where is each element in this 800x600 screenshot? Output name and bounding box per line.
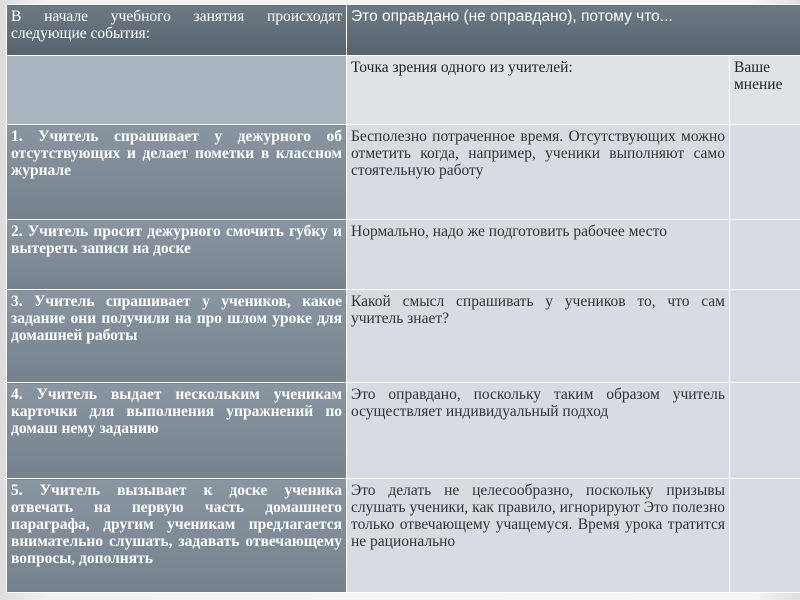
event-cell: 5. Учитель вызывает к доске ученика отвечать на первую часть домашнего параграфа, другим ученикам предлагается внимательно слушать, задавать отвечающему вопросы, дополнять — [7, 479, 347, 593]
subheader-empty-cell — [7, 56, 347, 125]
teacher-opinion-cell: Бесполезно потраченное время. Отсутствующих можно отметить когда, например, ученики выполняют само стоятельную работу — [347, 125, 730, 220]
table-row — [7, 220, 800, 290]
table-row — [7, 125, 800, 220]
table-row — [7, 290, 800, 383]
lesson-events-table — [6, 4, 800, 593]
teacher-view-header: Точка зрения одного из учителей: — [347, 56, 730, 125]
events-column-header: В начале учебного занятия происходят следующие события: — [7, 5, 347, 56]
table-subheader-row — [7, 56, 800, 125]
own-opinion-cell[interactable] — [730, 479, 800, 593]
table-row — [7, 383, 800, 479]
event-cell: 2. Учитель просит дежурного смочить губку и вытереть записи на доске — [7, 220, 347, 290]
justification-column-header: Это оправдано (не оправдано), потому что... — [347, 5, 800, 56]
own-opinion-cell[interactable] — [730, 125, 800, 220]
event-cell: 1. Учитель спрашивает у дежурного об отсутствующих и делает пометки в классном журнале — [7, 125, 347, 220]
own-opinion-cell[interactable] — [730, 290, 800, 383]
teacher-opinion-cell: Это оправдано, поскольку таким образом учитель осуществляет индивидуальный подход — [347, 383, 730, 479]
own-opinion-cell[interactable] — [730, 220, 800, 290]
event-cell: 3. Учитель спрашивает у учеников, какое задание они получили на про шлом уроке для домашней работы — [7, 290, 347, 383]
own-opinion-cell[interactable] — [730, 383, 800, 479]
table-row — [7, 479, 800, 593]
event-cell: 4. Учитель выдает нескольким ученикам карточки для выполнения упражнений по домаш нему заданию — [7, 383, 347, 479]
teacher-opinion-cell: Нормально, надо же подготовить рабочее место — [347, 220, 730, 290]
teacher-opinion-cell: Какой смысл спрашивать у учеников то, что сам учитель знает? — [347, 290, 730, 383]
own-opinion-header: Ваше мнение — [730, 56, 800, 125]
teacher-opinion-cell: Это делать не целесообразно, поскольку призывы слушать ученики, как правило, игнорируют Это полезно только отвечающему учащемуся. Время урока тратится не рационально — [347, 479, 730, 593]
table-header-row — [7, 5, 800, 56]
